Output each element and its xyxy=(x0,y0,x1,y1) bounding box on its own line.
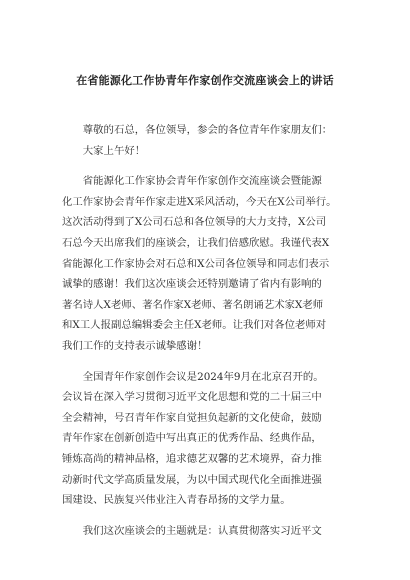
body-line: 我们这次座谈会的主题就是：认真贯彻落实习近平文 xyxy=(62,524,322,537)
body-line: 诚挚的感谢！我们这次座谈会还特别邀请了省内有影响的 xyxy=(62,278,322,291)
body-line: 石总今天出席我们的座谈会，让我们倍感欣慰。我谨代表X xyxy=(62,236,330,249)
paragraph-gap xyxy=(62,511,358,521)
body-line: 锤炼高尚的精神品格，追求德艺双馨的艺术境界，奋力推 xyxy=(62,452,322,465)
paragraph-gap xyxy=(62,161,358,171)
body-line: 省能源化工作家协会青年作家创作交流座谈会暨能源 xyxy=(62,175,322,188)
body-line: 著名诗人X老师、著名作家X老师、著名朗诵艺术家X老师 xyxy=(62,298,324,311)
body-line: 我们工作的支持表示诚挚感谢！ xyxy=(62,339,208,352)
body-line: 这次活动得到了X公司石总和各位领导的大力支持，X公司 xyxy=(62,216,327,229)
body-line: 尊敬的石总，各位领导，参会的各位青年作家朋友们： xyxy=(62,124,333,136)
body-line: 省能源化工作家协会对石总和X公司各位领导和同志们表示 xyxy=(62,257,330,270)
body-line: 化工作家协会青年作家走进X采风活动，今天在X公司举行。 xyxy=(62,195,337,208)
body-line: 会议旨在深入学习贯彻习近平文化思想和党的二十届三中 xyxy=(62,391,322,404)
body-line: 国建设、民族复兴伟业注入青春昂扬的文学力量。 xyxy=(62,494,291,507)
paragraph-gap xyxy=(62,357,358,367)
body-line: 青年作家在创新创造中写出真正的优秀作品、经典作品， xyxy=(62,432,322,445)
body-line: 大家上午好！ xyxy=(62,144,146,157)
body-line: 和X工人报副总编辑委会主任X老师。让我们对各位老师对 xyxy=(62,319,327,332)
document-body xyxy=(62,120,358,541)
body-line: 全会精神，号召青年作家自觉担负起新的文化使命，鼓励 xyxy=(62,411,322,424)
document-title: 在省能源化工作协青年作家创作交流座谈会上的讲话 xyxy=(76,74,334,87)
body-line: 全国青年作家创作会议是2024年9月在北京召开的。 xyxy=(62,370,324,383)
body-line: 动新时代文学高质量发展，为以中国式现代化全面推进强 xyxy=(62,473,322,486)
